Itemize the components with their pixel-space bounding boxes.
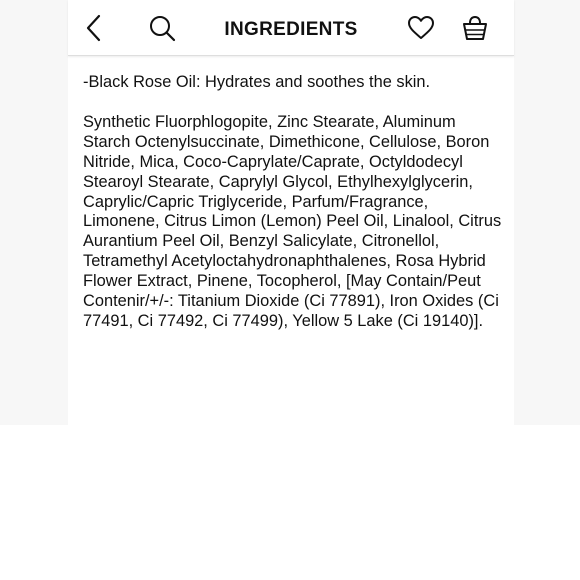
ingredients-content [83, 73, 503, 332]
shopping-bag-icon [461, 14, 489, 42]
ingredients-screen [68, 0, 514, 425]
chevron-left-icon [84, 13, 104, 43]
left-background-panel [0, 0, 68, 425]
key-ingredient-note: -Black Rose Oil: Hydrates and soothes the skin. [83, 73, 431, 91]
shopping-bag-button[interactable] [457, 10, 493, 46]
search-button[interactable] [144, 10, 180, 46]
wishlist-button[interactable] [403, 10, 439, 46]
search-icon [147, 13, 177, 43]
back-button[interactable] [76, 10, 112, 46]
heart-icon [407, 15, 435, 41]
top-navigation-bar [68, 0, 514, 56]
page-title: INGREDIENTS [224, 19, 358, 40]
ingredient-list: Synthetic Fluorphlogopite, Zinc Stearate, Aluminum Starch Octenylsuccinate, Dimethicone, Cellulose, Boron Nitride, Mica, Coco-Caprylate/Caprate, Octyldodecyl Stearoyl Stearate, Caprylyl Glycol, Ethylhexylglycerin, Caprylic/Capric Triglyceride, Parfum/Fragrance, Limonene, Citrus Limon (Lemon) Peel Oil, Linalool, Citrus Aurantium Peel Oil, Benzyl Salicylate, Citronellol, Tetramethyl Acetyloctahydronaphthalenes, Rosa Hybrid Flower Extract, Pinene, Tocopherol, [May Contain/Peut Contenir/+/-: Titanium Dioxide (Ci 77891), Iron Oxides (Ci 77491, Ci 77492, Ci 77499), Yellow 5 Lake (Ci 19140)]. [83, 112, 502, 330]
right-background-panel [514, 0, 580, 425]
